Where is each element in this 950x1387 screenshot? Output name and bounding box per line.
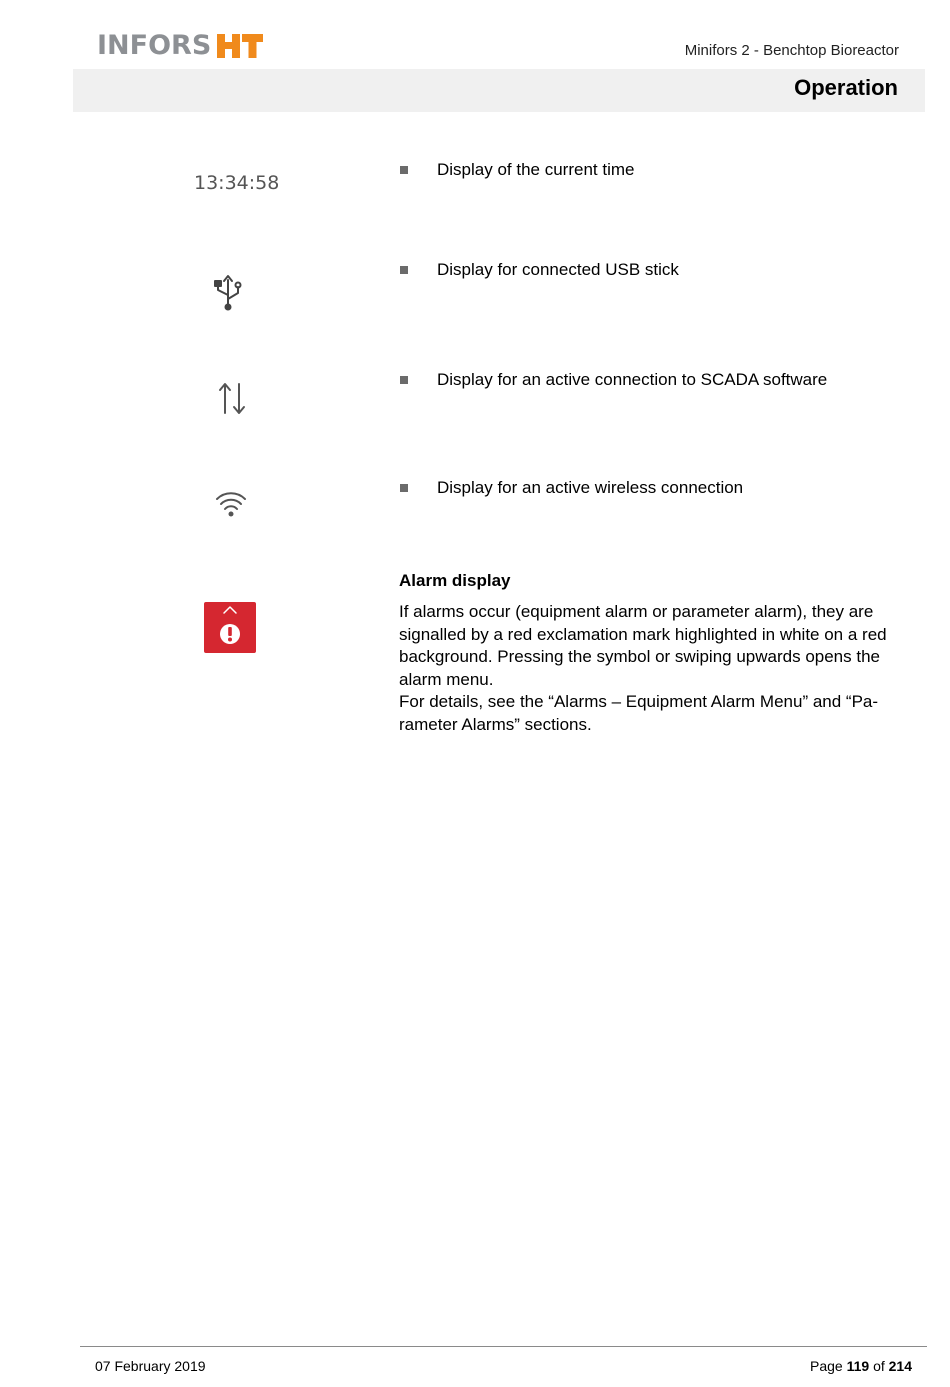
page-current: 119 [846, 1358, 870, 1374]
page-number [810, 1358, 912, 1374]
logo-ht-mark [217, 34, 263, 58]
list-item [400, 260, 679, 280]
usb-icon [209, 274, 249, 317]
page-prefix: Page [809, 1358, 843, 1374]
page-of: of [873, 1358, 885, 1374]
bullet-icon [400, 484, 408, 492]
list-item-text: Display for connected USB stick [437, 260, 679, 279]
bullet-icon [400, 266, 408, 274]
bullet-icon [400, 166, 408, 174]
footer-date: 07 February 2019 [95, 1358, 206, 1374]
list-item [400, 160, 634, 180]
section-title: Operation [794, 75, 898, 100]
bullet-icon [400, 376, 408, 384]
infors-ht-logo [97, 31, 263, 61]
alarm-heading: Alarm display [399, 571, 511, 590]
list-item-text: Display of the current time [437, 160, 635, 179]
alarm-paragraph: If alarms occur (equipment alarm or parameter alarm), they are signalled by a red exclamation mark highlighted in white on a red background. Pressing the symbol or swiping upwards opens the alarm menu. [399, 602, 887, 689]
list-item-text: Display for an active connection to SCADA software [437, 370, 828, 389]
alarm-description [399, 601, 914, 737]
list-item [400, 478, 743, 498]
list-item [400, 370, 827, 390]
data-transfer-arrows-icon [215, 381, 251, 422]
footer-divider [80, 1346, 927, 1347]
document-title: Minifors 2 - Benchtop Bioreactor [684, 42, 899, 59]
list-item-text: Display for an active wireless connection [437, 478, 744, 497]
logo-infors-text: INFORS [97, 30, 212, 61]
clock-display: 13:34:58 [194, 172, 280, 194]
page-total: 214 [888, 1358, 912, 1374]
alarm-details-paragraph: For details, see the “Alarms – Equipment Alarm Menu” and “Pa-rameter Alarms” sections. [399, 692, 879, 734]
wifi-icon [213, 487, 249, 524]
alarm-exclamation-icon [204, 602, 256, 653]
